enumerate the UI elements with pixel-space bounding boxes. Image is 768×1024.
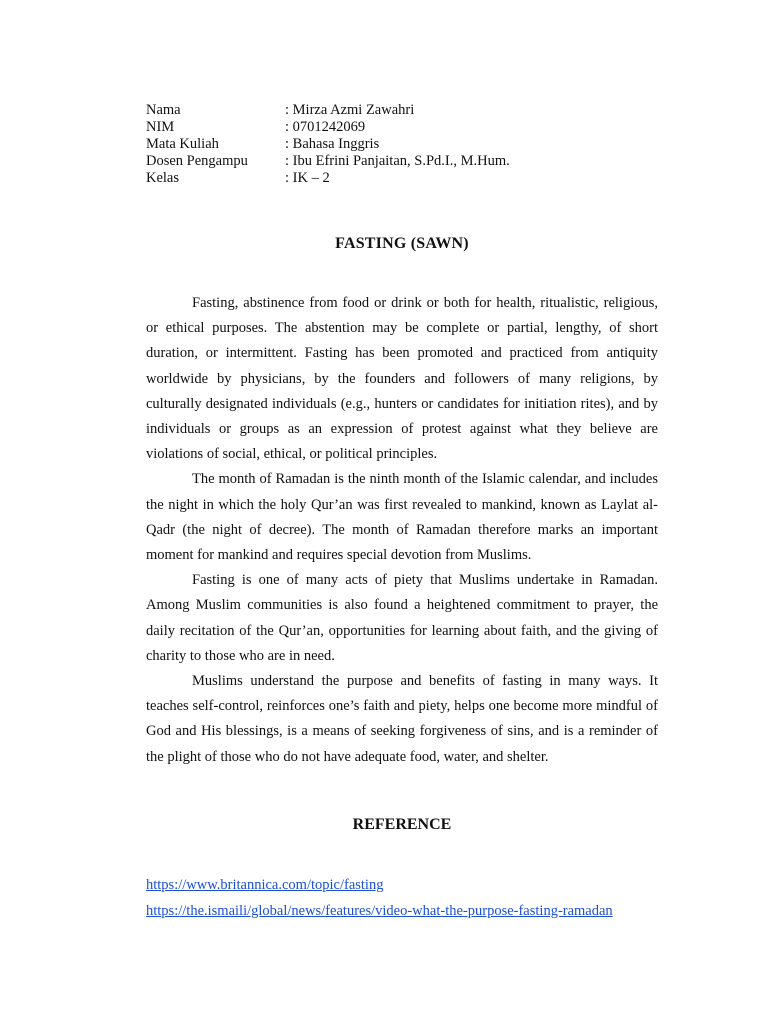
- document-title: FASTING (SAWN): [335, 235, 469, 252]
- paragraph: Fasting, abstinence from food or drink or both for health, ritualistic, religious, or ethical purposes. The abstention may be complete or partial, lengthy, of short duration, or intermittent. Fasting has been promoted and practiced from antiquity worldwide by physicians, by the founders and followers of many religions, by culturally designated individuals (e.g., hunters or candidates for initiation rites), and by individuals or groups as an expression of protest against what they believe are violations of social, ethical, or political principles.: [146, 295, 658, 463]
- reference-link-ismaili[interactable]: https://the.ismaili/global/news/features/video-what-the-purpose-fasting-ramadan: [146, 902, 613, 919]
- paragraph: Muslims understand the purpose and benefits of fasting in many ways. It teaches self-control, reinforces one’s faith and piety, helps one become more mindful of God and His blessings, is a means of seeking forgiveness of sins, and is a reminder of the plight of those who do not have adequate food, water, and shelter.: [146, 673, 658, 765]
- info-value: : Mirza Azmi Zawahri: [285, 102, 415, 118]
- info-value: : Bahasa Inggris: [285, 136, 380, 152]
- reference-link-britannica[interactable]: https://www.britannica.com/topic/fasting: [146, 876, 384, 893]
- info-value: : IK – 2: [285, 170, 330, 186]
- student-info-table: [146, 102, 510, 187]
- essay-body: [146, 291, 658, 770]
- info-row-kelas: [146, 170, 510, 187]
- info-value: : 0701242069: [285, 119, 366, 135]
- paragraph: The month of Ramadan is the ninth month of the Islamic calendar, and includes the night in which the holy Qur’an was first revealed to mankind, known as Laylat al-Qadr (the night of decree). The month of Ramadan therefore marks an important moment for mankind and requires special devotion from Muslims.: [146, 471, 658, 564]
- document-page: [146, 102, 658, 924]
- paragraph: Fasting is one of many acts of piety that Muslims undertake in Ramadan. Among Muslim communities is also found a heightened commitment to prayer, the daily recitation of the Qur’an, opportunities for learning about faith, and the giving of charity to those who are in need.: [146, 572, 658, 664]
- info-row-nim: [146, 119, 510, 136]
- reference-heading: REFERENCE: [352, 815, 452, 833]
- info-row-mata-kuliah: [146, 136, 510, 153]
- info-row-nama: [146, 102, 510, 119]
- info-label: Nama: [146, 102, 181, 118]
- info-label: Kelas: [146, 170, 180, 186]
- info-value: : Ibu Efrini Panjaitan, S.Pd.I., M.Hum.: [285, 153, 510, 169]
- info-label: Mata Kuliah: [146, 136, 219, 152]
- reference-list: [146, 872, 658, 924]
- info-row-dosen-pengampu: [146, 153, 510, 170]
- info-label: Dosen Pengampu: [146, 153, 248, 169]
- info-label: NIM: [146, 119, 175, 135]
